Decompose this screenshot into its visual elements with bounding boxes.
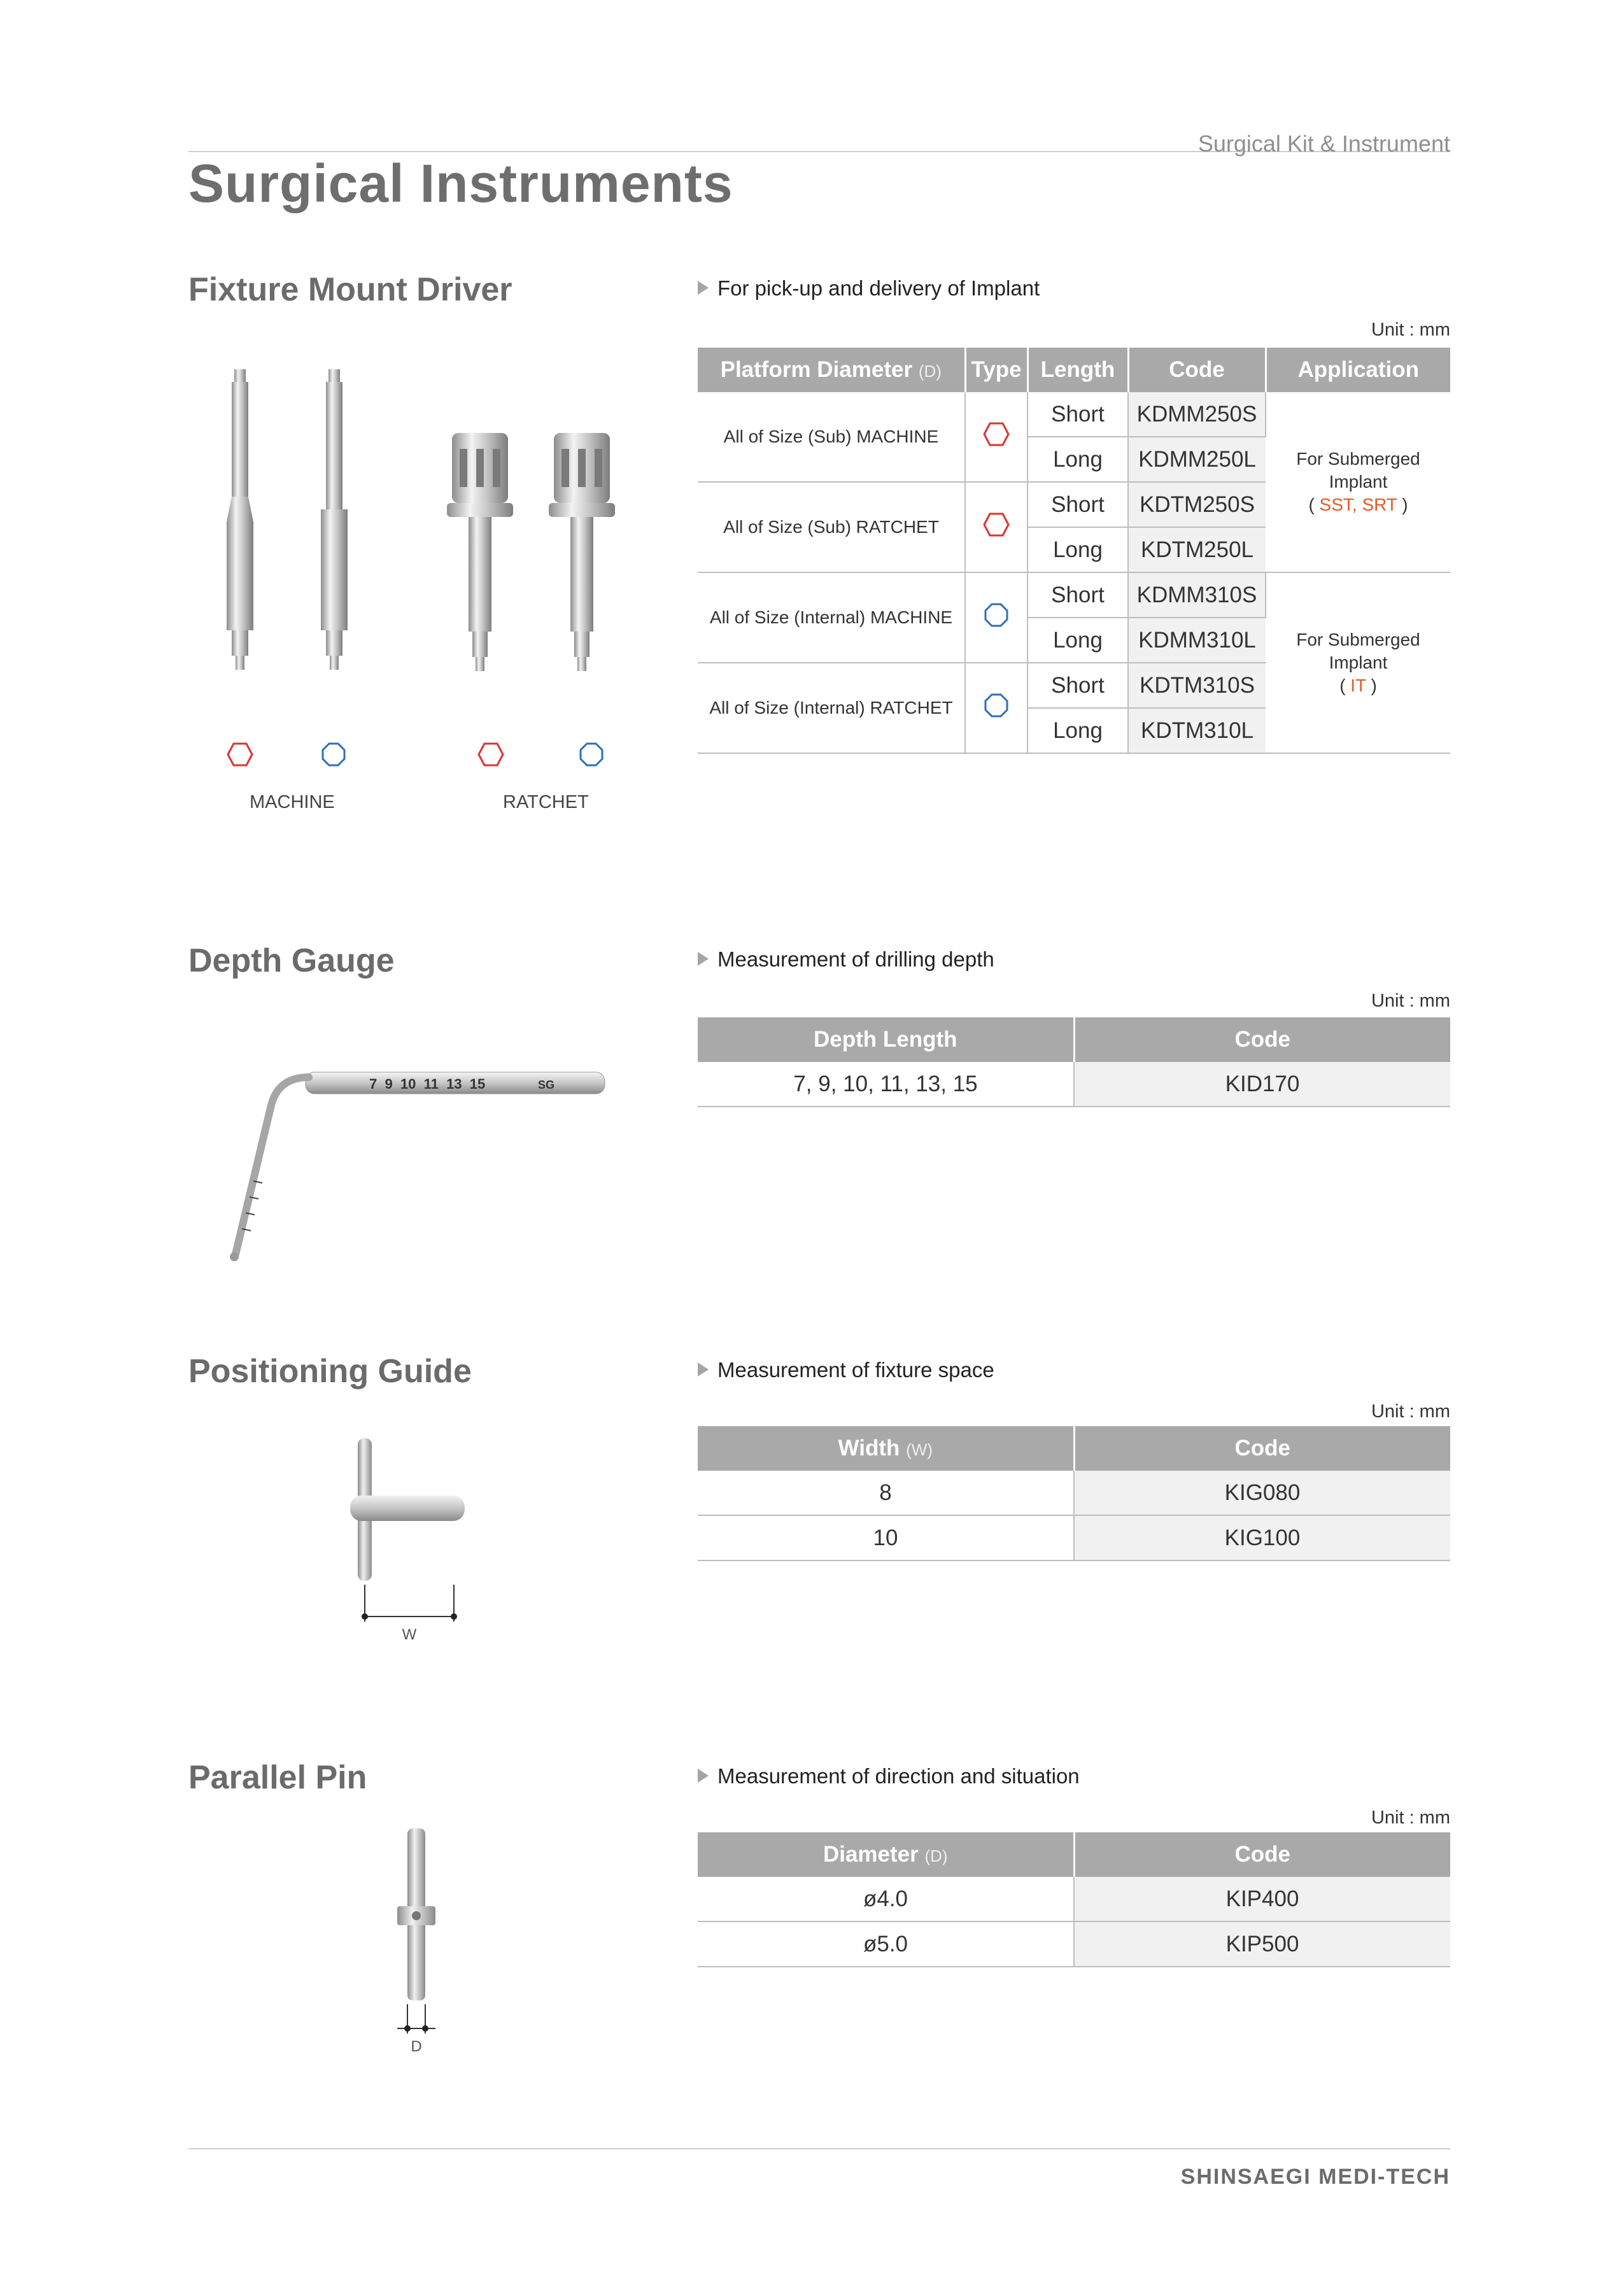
hexagon-red-icon	[227, 742, 253, 767]
code-cell: KDMM250L	[1128, 437, 1266, 482]
ratchet-driver-short-icon	[447, 433, 513, 671]
unit-label: Unit : mm	[1371, 991, 1450, 1011]
machine-label: MACHINE	[250, 792, 335, 812]
fixture-mount-driver-table	[698, 348, 1450, 754]
dimension-label-d: D	[411, 2038, 422, 2055]
type-cell	[965, 482, 1027, 572]
unit-label: Unit : mm	[1371, 320, 1450, 340]
dimension-label-w: W	[402, 1626, 417, 1643]
column-header-depth-length: Depth Length	[698, 1017, 1074, 1062]
column-header-type: Type	[965, 348, 1027, 392]
code-cell: KIP500	[1074, 1921, 1450, 1967]
description-parallel-pin: Measurement of direction and situation	[698, 1764, 1080, 1788]
code-cell: KID170	[1074, 1062, 1450, 1107]
table-row	[698, 1515, 1450, 1560]
parallel-pin-illustration	[382, 1826, 458, 2068]
hexagon-red-icon	[477, 742, 504, 767]
section-title-fixture-mount-driver: Fixture Mount Driver	[188, 271, 512, 308]
platform-cell: All of Size (Sub) MACHINE	[698, 392, 965, 482]
description-positioning-guide: Measurement of fixture space	[698, 1358, 994, 1382]
depth-length-cell: 7, 9, 10, 11, 13, 15	[698, 1062, 1074, 1107]
table-header-row	[698, 1832, 1450, 1877]
bullet-triangle-icon	[698, 952, 709, 966]
unit-label: Unit : mm	[1371, 1808, 1450, 1828]
code-cell: KDTM250S	[1128, 482, 1266, 527]
machine-driver-long-icon	[321, 369, 348, 670]
positioning-guide-table	[698, 1426, 1450, 1561]
length-cell: Short	[1027, 392, 1128, 437]
unit-label: Unit : mm	[1371, 1401, 1450, 1422]
code-cell: KIP400	[1074, 1877, 1450, 1921]
diameter-cell: ø4.0	[698, 1877, 1074, 1921]
code-cell: KDMM250S	[1128, 392, 1266, 437]
width-cell: 10	[698, 1515, 1074, 1560]
column-header-code: Code	[1074, 1017, 1450, 1062]
column-header-width: Width (W)	[698, 1426, 1074, 1471]
octagon-blue-icon	[984, 603, 1008, 627]
table-row	[698, 392, 1450, 437]
length-cell: Long	[1027, 708, 1128, 753]
table-row	[698, 1921, 1450, 1967]
depth-gauge-table	[698, 1017, 1450, 1107]
type-cell	[965, 572, 1027, 663]
column-header-code: Code	[1128, 348, 1266, 392]
hexagon-red-icon	[983, 422, 1010, 446]
footer-brand: SHINSAEGI MEDI-TECH	[1180, 2165, 1450, 2189]
code-cell: KDTM250L	[1128, 527, 1266, 572]
octagon-blue-icon	[984, 693, 1008, 718]
table-header-row	[698, 1426, 1450, 1471]
column-header-diameter: Diameter (D)	[698, 1832, 1074, 1877]
hexagon-red-icon	[983, 513, 1010, 537]
table-row	[698, 1877, 1450, 1921]
ratchet-driver-long-icon	[549, 433, 615, 671]
code-cell: KDTM310L	[1128, 708, 1266, 753]
fixture-mount-driver-illustration	[216, 363, 662, 707]
table-row	[698, 1471, 1450, 1515]
length-cell: Long	[1027, 437, 1128, 482]
length-cell: Long	[1027, 618, 1128, 663]
depth-gauge-brand: SG	[538, 1079, 555, 1091]
table-row	[698, 1062, 1450, 1107]
application-cell: For Submerged Implant ( IT )	[1266, 572, 1450, 753]
platform-cell: All of Size (Sub) RATCHET	[698, 482, 965, 572]
section-title-parallel-pin: Parallel Pin	[188, 1759, 367, 1796]
platform-cell: All of Size (Internal) MACHINE	[698, 572, 965, 663]
table-header-row	[698, 1017, 1450, 1062]
section-title-depth-gauge: Depth Gauge	[188, 942, 395, 979]
bullet-triangle-icon	[698, 1362, 709, 1376]
footer-rule	[188, 2148, 1450, 2149]
description-fixture-mount-driver: For pick-up and delivery of Implant	[698, 276, 1040, 301]
depth-gauge-illustration	[216, 1063, 611, 1267]
column-header-code: Code	[1074, 1832, 1450, 1877]
platform-cell: All of Size (Internal) RATCHET	[698, 663, 965, 753]
code-cell: KIG080	[1074, 1471, 1450, 1515]
ratchet-label: RATCHET	[503, 792, 589, 812]
bullet-triangle-icon	[698, 281, 709, 295]
table-header-row	[698, 348, 1450, 392]
bullet-triangle-icon	[698, 1769, 709, 1783]
application-cell: For Submerged Implant ( SST, SRT )	[1266, 392, 1450, 572]
positioning-guide-illustration	[344, 1436, 484, 1652]
code-cell: KDMM310L	[1128, 618, 1266, 663]
type-cell	[965, 663, 1027, 753]
section-title-positioning-guide: Positioning Guide	[188, 1353, 472, 1390]
column-header-length: Length	[1027, 348, 1128, 392]
code-cell: KIG100	[1074, 1515, 1450, 1560]
length-cell: Short	[1027, 572, 1128, 618]
octagon-blue-icon	[579, 742, 604, 767]
depth-gauge-marks: 7 9 10 11 13 15	[369, 1076, 486, 1092]
octagon-blue-icon	[321, 742, 346, 767]
table-row	[698, 572, 1450, 618]
diameter-cell: ø5.0	[698, 1921, 1074, 1967]
section-label: Surgical Kit & Instrument	[1197, 131, 1450, 157]
description-depth-gauge: Measurement of drilling depth	[698, 947, 994, 972]
column-header-application: Application	[1266, 348, 1450, 392]
column-header-platform: Platform Diameter (D)	[698, 348, 965, 392]
machine-driver-short-icon	[227, 369, 253, 670]
length-cell: Long	[1027, 527, 1128, 572]
parallel-pin-table	[698, 1832, 1450, 1967]
width-cell: 8	[698, 1471, 1074, 1515]
type-cell	[965, 392, 1027, 482]
column-header-code: Code	[1074, 1426, 1450, 1471]
length-cell: Short	[1027, 482, 1128, 527]
page-title: Surgical Instruments	[188, 153, 733, 213]
length-cell: Short	[1027, 663, 1128, 708]
code-cell: KDMM310S	[1128, 572, 1266, 618]
code-cell: KDTM310S	[1128, 663, 1266, 708]
